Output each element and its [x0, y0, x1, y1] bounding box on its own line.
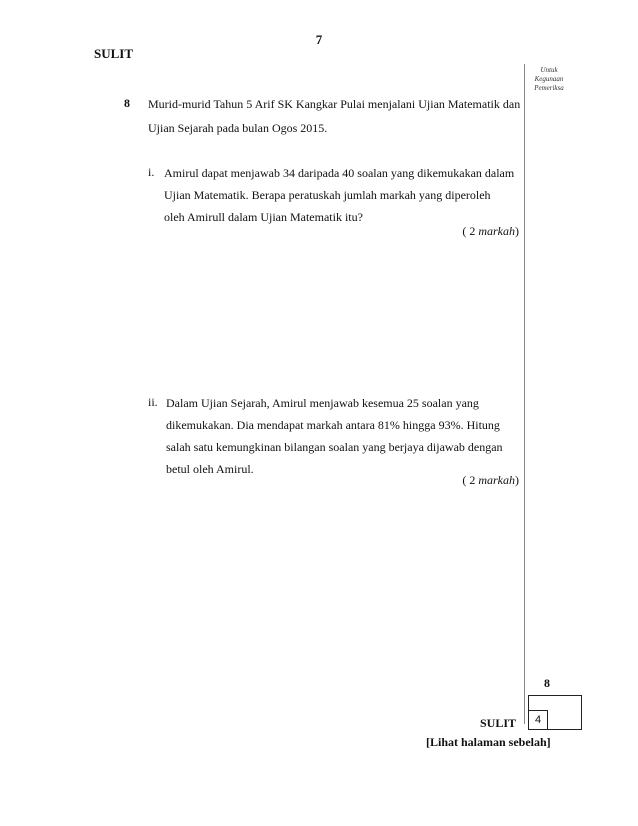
part-i-marks-word: markah	[478, 224, 515, 238]
score-box-question-ref: 8	[544, 676, 550, 690]
examiner-margin-line	[524, 64, 525, 724]
part-ii-marks-close: )	[515, 473, 519, 487]
question-number: 8	[124, 96, 130, 110]
page-number: 7	[315, 32, 323, 47]
part-ii-line-2: dikemukakan. Dia mendapat markah antara 81% hingga 93%. Hitung	[166, 418, 500, 432]
part-ii-marks-open: ( 2	[462, 473, 479, 487]
part-i-label: i.	[148, 165, 155, 179]
part-ii-marks	[379, 473, 519, 488]
part-ii-marks-word: markah	[478, 473, 515, 487]
part-i-marks-close: )	[515, 224, 519, 238]
part-i-marks	[379, 224, 519, 239]
question-intro	[148, 94, 520, 138]
examiner-use-line-2: Kegunaan	[534, 75, 564, 83]
header-sulit-label: SULIT	[94, 46, 134, 61]
part-ii-line-3: salah satu kemungkinan bilangan soalan yang berjaya dijawab dengan	[166, 440, 503, 454]
part-ii-label: ii.	[148, 395, 158, 409]
examiner-use-line-1: Untuk	[540, 66, 558, 74]
examiner-use-label	[527, 66, 571, 93]
part-i-line-2: Ujian Matematik. Berapa peratuskah jumlah markah yang diperoleh	[164, 188, 491, 202]
examiner-use-line-3: Pemeriksa	[534, 84, 564, 92]
part-i-text	[164, 162, 514, 228]
part-i-marks-open: ( 2	[462, 224, 479, 238]
part-ii-line-1: Dalam Ujian Sejarah, Amirul menjawab kesemua 25 soalan yang	[166, 396, 479, 410]
part-ii-text	[166, 392, 503, 480]
part-i-line-1: Amirul dapat menjawab 34 daripada 40 soalan yang dikemukakan dalam	[164, 166, 515, 180]
part-i-line-3: oleh Amirull dalam Ujian Matematik itu?	[164, 210, 363, 224]
footer-sulit-label: SULIT	[480, 716, 517, 730]
footer-next-page-label: [Lihat halaman sebelah]	[426, 735, 551, 749]
question-intro-line-2: Ujian Sejarah pada bulan Ogos 2015.	[148, 121, 328, 135]
question-intro-line-1: Murid-murid Tahun 5 Arif SK Kangkar Pulai menjalani Ujian Matematik dan	[148, 97, 521, 111]
score-box-marks: 4	[528, 710, 548, 730]
part-ii-line-4: betul oleh Amirul.	[166, 462, 254, 476]
